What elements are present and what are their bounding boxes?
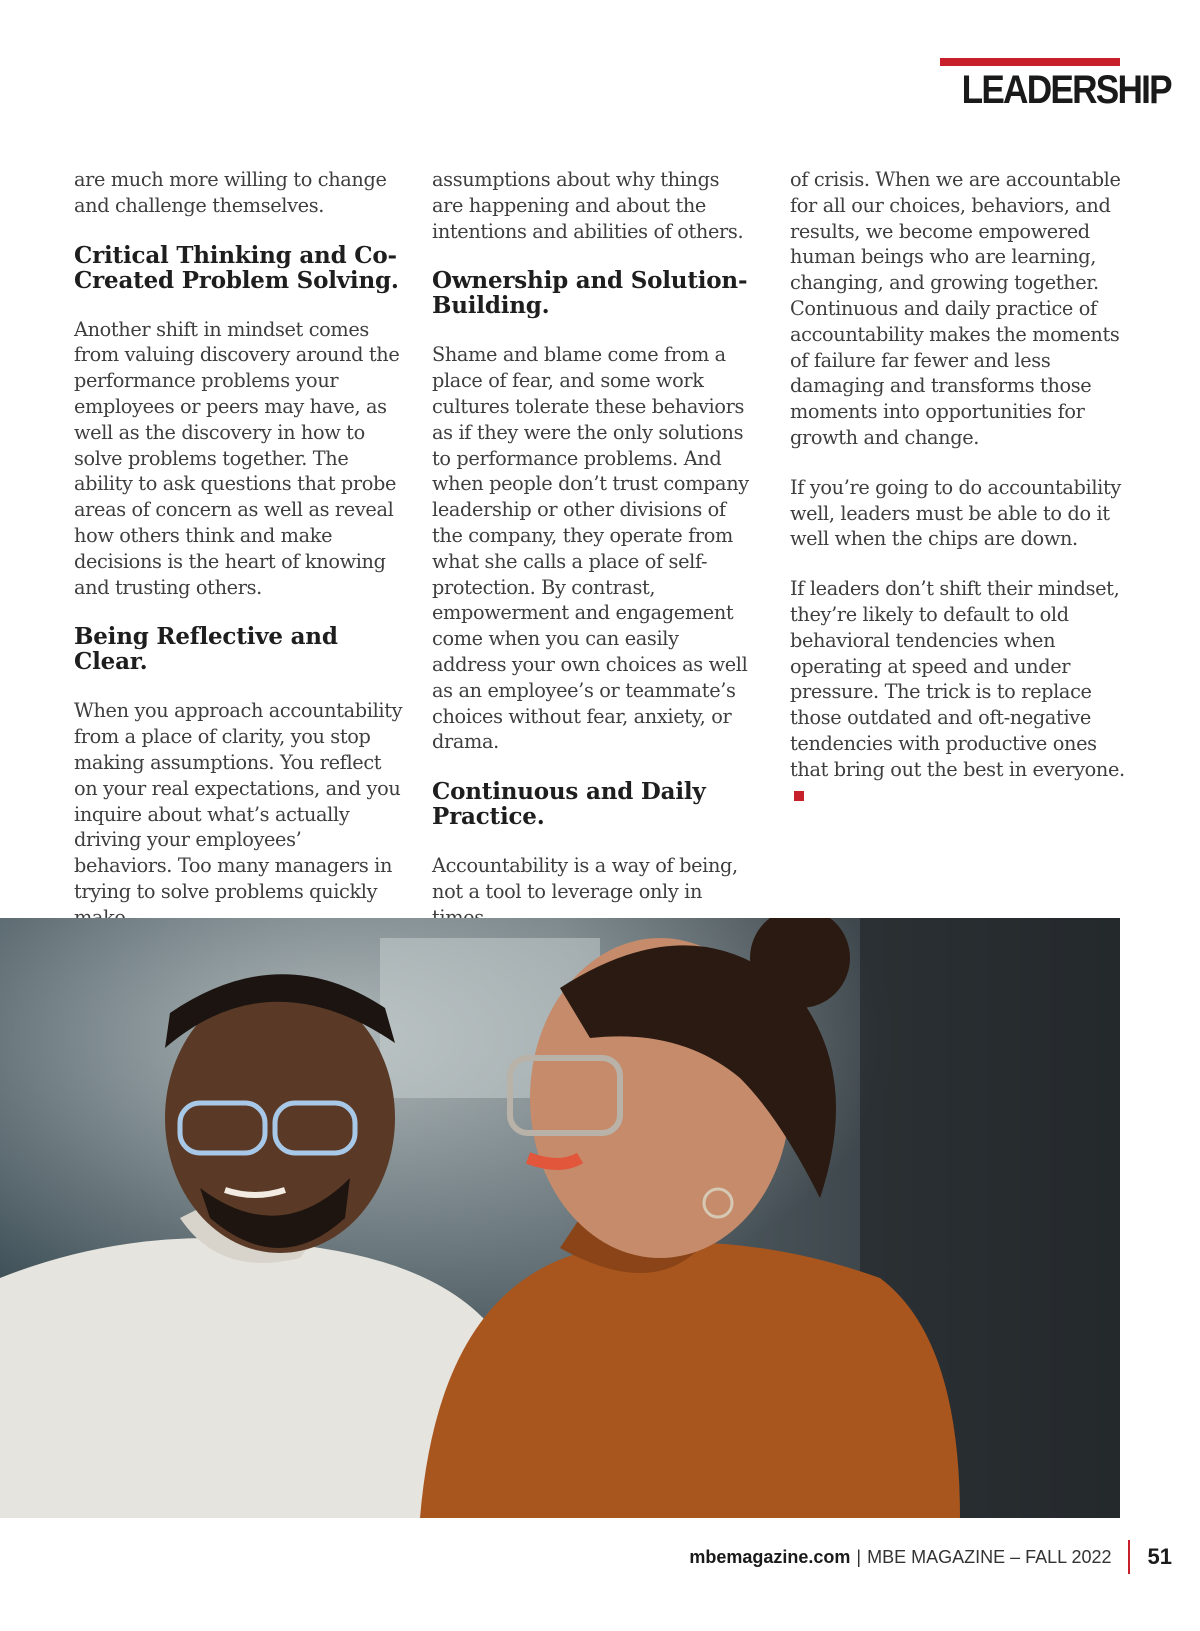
paragraph: If you’re going to do accountability well, leaders must be able to do it well when the chips are down. xyxy=(790,475,1121,551)
footer-issue: MBE MAGAZINE – FALL 2022 xyxy=(867,1546,1112,1567)
paragraph: assumptions about why things are happening and about the intentions and abilities of others. xyxy=(432,168,744,243)
article-column-1 xyxy=(74,167,404,955)
article-photo xyxy=(0,918,1120,1518)
footer-separator: | xyxy=(856,1546,862,1567)
paragraph-text: If leaders don’t shift their mindset, they’re likely to default to old behavioral tendencies when operating at speed and under pressure. The trick is to replace those outdated and oft-negative tendencies with productive ones that bring out the best in everyone. xyxy=(790,577,1125,781)
subheading: Ownership and Solution-Building. xyxy=(432,267,748,320)
paragraph: of crisis. When we are accountable for all our choices, behaviors, and results, we become empowered human beings who are learning, changing, and growing together. Continuous and daily practice of accountability makes the moments of failure far fewer and less damaging and transforms those moments into opportunities for growth and change. xyxy=(790,168,1121,449)
paragraph-final xyxy=(790,576,1130,808)
photo-illustration xyxy=(0,918,1120,1518)
subheading: Critical Thinking and Co-Created Problem Solving. xyxy=(74,241,399,294)
footer-divider xyxy=(1128,1540,1130,1574)
section-tag xyxy=(940,58,1171,112)
paragraph: Another shift in mindset comes from valuing discovery around the performance problems your employees or peers may have, as well as the discovery in how to solve problems together. The ability to ask questions that probe areas of concern as well as reveal how others think and make decisions is the heart of knowing and trusting others. xyxy=(74,317,400,599)
end-of-article-mark xyxy=(794,791,804,801)
page-number: 51 xyxy=(1147,1544,1172,1569)
paragraph: are much more willing to change and challenge themselves. xyxy=(74,168,387,217)
subheading: Being Reflective and Clear. xyxy=(74,623,338,676)
section-title: LEADERSHIP xyxy=(961,68,1171,112)
paragraph: Shame and blame come from a place of fear, and some work cultures tolerate these behaviors as if they were the only solutions to performance problems. And when people don’t trust company leadership or other divisions of the company, they operate from what she calls a place of self-protection. By contrast, empowerment and engagement come when you can easily address your own choices as well as an employee’s or teammate’s choices without fear, anxiety, or drama. xyxy=(432,343,749,754)
subheading: Continuous and Daily Practice. xyxy=(432,778,706,831)
paragraph: Accountability is a way of being, not a tool to leverage only in xyxy=(432,854,738,903)
page-footer xyxy=(689,1533,1172,1581)
article-column-2 xyxy=(432,167,752,955)
article-column-3 xyxy=(790,167,1130,832)
footer-site-url[interactable]: mbemagazine.com xyxy=(689,1546,851,1567)
paragraph: When you approach accountability from a place of clarity, you stop making assumptions. You reflect on your real expectations, and you inquire about what’s actually driving your employees’ behaviors. Too many managers in trying to solve problems quickly xyxy=(74,699,403,903)
